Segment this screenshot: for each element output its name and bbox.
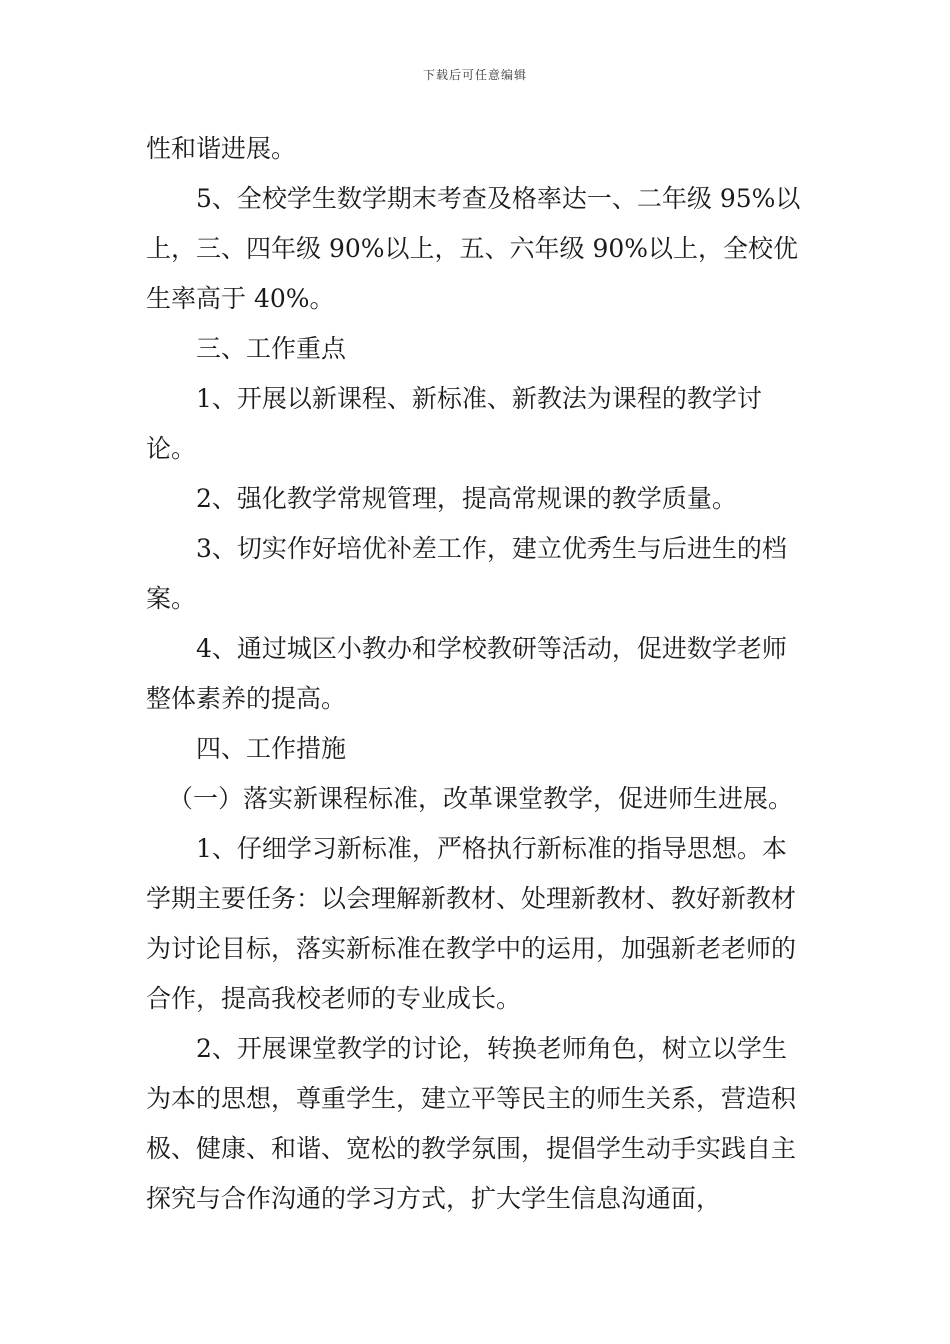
paragraph-5: 2、强化教学常规管理，提高常规课的教学质量。	[196, 484, 737, 513]
paragraph-2: 5、全校学生数学期末考查及格率达一、二年级 95%以上，三、四年级 90%以上，五、六年级 90%以上，全校优生率高于 40%。	[146, 184, 801, 313]
paragraph-7: 4、通过城区小教办和学校教研等活动，促进数学老师整体素养的提高。	[146, 634, 787, 713]
document-body	[146, 124, 810, 1224]
section-heading-4: 四、工作措施	[196, 734, 347, 763]
paragraph-4: 1、开展以新课程、新标准、新教法为课程的教学讨论。	[146, 384, 762, 463]
paragraph-11: 2、开展课堂教学的讨论，转换老师角色，树立以学生为本的思想，尊重学生，建立平等民主的师生关系，营造积极、健康、和谐、宽松的教学氛围，提倡学生动手实践自主探究与合作沟通的学习方式，扩大学生信息沟通面，	[146, 1034, 797, 1213]
paragraph-10: 1、仔细学习新标准，严格执行新标准的指导思想。本学期主要任务：以会理解新教材、处理新教材、教好新教材为讨论目标，落实新标准在教学中的运用，加强新老老师的合作，提高我校老师的专业成长。	[146, 834, 797, 1013]
subsection-heading-1: （一）落实新课程标准，改革课堂教学，促进师生进展。	[168, 784, 794, 813]
paragraph-6: 3、切实作好培优补差工作，建立优秀生与后进生的档案。	[146, 534, 787, 613]
paragraph-1: 性和谐进展。	[146, 134, 297, 163]
section-heading-3: 三、工作重点	[196, 334, 347, 363]
page-header: 下载后可任意编辑	[422, 68, 527, 82]
